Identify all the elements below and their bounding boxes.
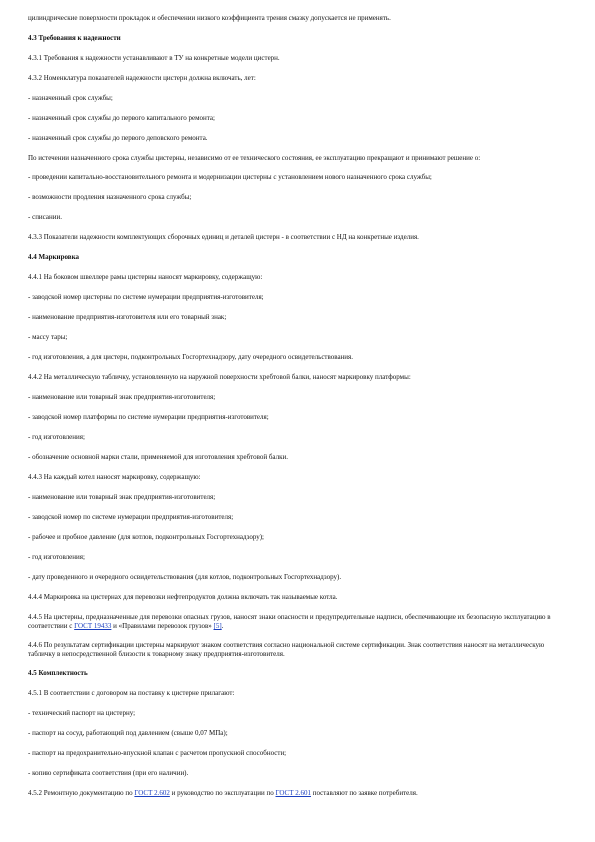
list-item: - заводской номер платформы по системе нумерации предприятия-изготовителя; [28, 413, 269, 421]
gost-19433-link[interactable]: ГОСТ 19433 [74, 622, 112, 630]
paragraph-service-life: По истечении назначенного срока службы цистерны, независимо от ее технического состояния, ее эксплуатацию прекращают и принимают решение о: [28, 154, 481, 162]
paragraph-4-5-2-text: поставляют по заявке потребителя. [310, 789, 418, 797]
list-item: - проведении капитально-восстановительного ремонта и модернизации цистерны с установлением нового назначенного срока службы; [28, 173, 432, 181]
list-item: - назначенный срок службы; [28, 94, 113, 102]
list-item: - год изготовления, а для цистерн, подконтрольных Госгортехнадзору, дату очередного освидетельствования. [28, 353, 354, 361]
section-heading-4-5: 4.5 Комплектность [28, 669, 88, 677]
list-item: - возможности продления назначенного срока службы; [28, 193, 192, 201]
paragraph-4-4-6: 4.4.6 По результатам сертификации цистерны маркируют знаком соответствия согласно национальной системе сертификации. Знак соответствия наносят на металлическую табличку в непосредственной близости к товарному знаку предприятия-изготовителя. [28, 641, 545, 658]
paragraph-4-4-5 [28, 613, 573, 631]
section-heading-4-3: 4.3 Требования к надежности [28, 34, 121, 42]
list-item: - назначенный срок службы до первого капитального ремонта; [28, 114, 215, 122]
list-item: - массу тары; [28, 333, 68, 341]
list-item: - назначенный срок службы до первого деповского ремонта. [28, 134, 208, 142]
list-item: - наименование предприятия-изготовителя или его товарный знак; [28, 313, 227, 321]
list-item: - наименование или товарный знак предприятия-изготовителя; [28, 493, 216, 501]
reference-5-link[interactable]: [5] [213, 622, 222, 630]
document-page [28, 14, 573, 809]
section-heading-4-4: 4.4 Маркировка [28, 253, 79, 261]
list-item: - рабочее и пробное давление (для котлов, подконтрольных Госгортехнадзору); [28, 533, 265, 541]
paragraph-4-4-5-text: и «Правилами перевозок грузов» [111, 622, 214, 630]
paragraph-4-4-5-text: . [221, 622, 224, 630]
paragraph-00: цилиндрические поверхности прокладок и обеспечении низкого коэффициента трения смазку допускается не применять. [28, 14, 391, 22]
list-item: - год изготовления; [28, 553, 85, 561]
paragraph-4-4-5-text: 4.4.5 На цистерны, предназначенные для перевозки опасных грузов, наносят знаки опасности и предупредительные надписи, обеспечивающие их безопасную эксплуатацию в соответствии с [28, 613, 551, 630]
paragraph-4-3-2: 4.3.2 Номенклатура показателей надежности цистерн должна включать, лет: [28, 74, 256, 82]
gost-2-602-link[interactable]: ГОСТ 2.602 [134, 789, 170, 797]
gost-2-601-link[interactable]: ГОСТ 2.601 [275, 789, 311, 797]
paragraph-4-4-2: 4.4.2 На металлическую табличку, установленную на наружной поверхности хребтовой балки, наносят маркировку платформы: [28, 373, 411, 381]
paragraph-4-4-4: 4.4.4 Маркировка на цистернах для перевозки нефтепродуктов должна включать так называемые котла. [28, 593, 338, 601]
paragraph-4-5-2-text: и руководство по эксплуатации по [169, 789, 276, 797]
paragraph-4-4-3: 4.4.3 На каждый котел наносят маркировку, содержащую: [28, 473, 201, 481]
paragraph-4-3-1: 4.3.1 Требования к надежности устанавливают в ТУ на конкретные модели цистерн. [28, 54, 280, 62]
list-item: - заводской номер цистерны по системе нумерации предприятия-изготовителя; [28, 293, 264, 301]
list-item: - списании. [28, 213, 62, 221]
list-item: - наименование или товарный знак предприятия-изготовителя; [28, 393, 216, 401]
list-item: - копию сертификата соответствия (при его наличии). [28, 769, 189, 777]
list-item: - заводской номер по системе нумерации предприятия-изготовителя; [28, 513, 234, 521]
paragraph-4-5-1: 4.5.1 В соответствии с договором на поставку к цистерне прилагают: [28, 689, 235, 697]
list-item: - обозначение основной марки стали, применяемой для изготовления хребтовой балки. [28, 453, 288, 461]
paragraph-4-5-2 [28, 789, 573, 798]
list-item: - технический паспорт на цистерну; [28, 709, 136, 717]
paragraph-4-5-2-text: 4.5.2 Ремонтную документацию по [28, 789, 135, 797]
paragraph-4-3-3: 4.3.3 Показатели надежности комплектующих сборочных единиц и деталей цистерн - в соответствии с НД на конкретные изделия. [28, 233, 419, 241]
list-item: - год изготовления; [28, 433, 85, 441]
paragraph-4-4-1: 4.4.1 На боковом швеллере рамы цистерны наносят маркировку, содержащую: [28, 273, 263, 281]
list-item: - дату проведенного и очередного освидетельствования (для котлов, подконтрольных Госгортехнадзору). [28, 573, 342, 581]
list-item: - паспорт на сосуд, работающий под давлением (свыше 0,07 МПа); [28, 729, 228, 737]
list-item: - паспорт на предохранительно-впускной клапан с расчетом пропускной способности; [28, 749, 287, 757]
